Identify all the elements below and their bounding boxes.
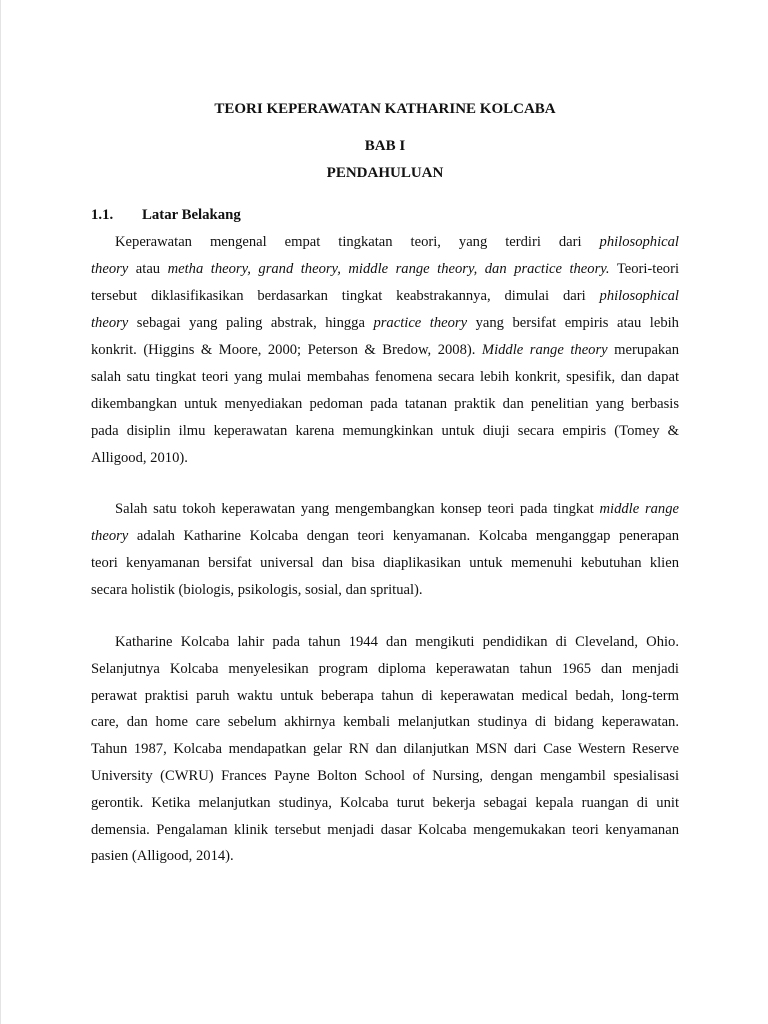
- italic-text: theory: [91, 261, 129, 277]
- text-span: Selanjutnya Kolcaba menyelesikan program diploma keperawatan tahun 1965 dan menjadi: [91, 660, 679, 677]
- text-span: pasien (Alligood, 2014).: [91, 848, 234, 865]
- text-span: secara holistik (biologis, psikologis, sosial, dan spritual).: [91, 582, 423, 598]
- italic-text: practice theory: [373, 315, 468, 331]
- text-line: [91, 582, 679, 599]
- text-line: [91, 555, 679, 572]
- chapter-number: BAB I: [364, 138, 406, 154]
- text-span: gerontik. Ketika melanjutkan studinya, Kolcaba turut bekerja sebagai kepala ruangan di unit: [91, 794, 679, 811]
- italic-text: metha theory, grand theory, middle range theory, dan practice theory.: [167, 261, 610, 277]
- text-line: [91, 661, 679, 678]
- text-line: [91, 261, 679, 278]
- text-span: tersebut diklasifikasikan berdasarkan tingkat keabstrakannya, dimulai dari: [91, 288, 600, 304]
- italic-text: philosophical: [599, 288, 679, 304]
- text-span: adalah Katharine Kolcaba dengan teori kenyamanan. Kolcaba menganggap penerapan: [128, 528, 679, 544]
- chapter-title: PENDAHULUAN: [326, 165, 444, 181]
- text-span: teori kenyamanan bersifat universal dan bisa diaplikasikan untuk memenuhi kebutuhan klien: [91, 555, 679, 571]
- italic-text: theory: [91, 315, 129, 331]
- text-span: Katharine Kolcaba lahir pada tahun 1944 dan mengikuti pendidikan di Cleveland, Ohio.: [115, 634, 679, 650]
- text-span: sebagai yang paling abstrak, hingga: [128, 315, 374, 331]
- text-line: [91, 822, 679, 839]
- text-line: [91, 450, 679, 467]
- text-span: University (CWRU) Frances Payne Bolton School of Nursing, dengan mengambil spesialisasi: [91, 768, 679, 784]
- text-span: atau: [128, 261, 168, 277]
- text-span: perawat praktisi paruh waktu untuk beberapa tahun di keperawatan medical bedah, long-term: [91, 687, 679, 704]
- italic-text: Middle range theory: [481, 342, 608, 358]
- text-line: [91, 768, 679, 785]
- document-title: TEORI KEPERAWATAN KATHARINE KOLCABA: [214, 101, 556, 117]
- text-line: [91, 369, 679, 386]
- text-line: [91, 795, 679, 812]
- text-line: [91, 741, 679, 758]
- text-span: salah satu tingkat teori yang mulai membahas fenomena secara lebih konkrit, spesifik, dan dapat: [91, 369, 679, 385]
- text-line: [91, 423, 679, 440]
- section-heading: [91, 207, 241, 224]
- text-span: dikembangkan untuk menyediakan pedoman pada tatanan praktik dan penelitian yang berbasis: [91, 396, 679, 412]
- text-span: Salah satu tokoh keperawatan yang mengembangkan konsep teori pada tingkat: [115, 501, 600, 517]
- text-span: konkrit. (Higgins & Moore, 2000; Peterson & Bredow, 2008).: [91, 342, 482, 358]
- text-line: [91, 342, 679, 359]
- text-span: Alligood, 2010).: [91, 450, 188, 466]
- text-line: [91, 288, 679, 305]
- text-span: yang bersifat empiris atau lebih: [467, 315, 679, 331]
- section-title: Latar Belakang: [142, 207, 241, 223]
- text-span: Keperawatan mengenal empat tingkatan teori, yang terdiri dari: [115, 234, 600, 250]
- text-span: Teori-teori: [609, 261, 680, 277]
- text-span: Tahun 1987, Kolcaba mendapatkan gelar RN dan dilanjutkan MSN dari Case Western Reserve: [91, 741, 679, 758]
- italic-text: philosophical: [599, 234, 679, 250]
- text-line: [91, 714, 679, 731]
- text-line: [91, 688, 679, 705]
- text-line: [115, 234, 679, 251]
- text-line: [91, 848, 679, 865]
- section-number: 1.1.: [91, 207, 114, 223]
- text-span: care, dan home care sebelum akhirnya kembali melanjutkan studinya di bidang keperawatan.: [91, 714, 679, 731]
- text-line: [91, 315, 679, 332]
- italic-text: middle range: [599, 501, 679, 517]
- text-line: [91, 396, 679, 413]
- text-span: pada disiplin ilmu keperawatan karena memungkinkan untuk diuji secara empiris (Tomey &: [91, 423, 679, 439]
- text-span: merupakan: [607, 342, 679, 358]
- italic-text: theory: [91, 528, 129, 544]
- text-line: [91, 528, 679, 545]
- text-line: [115, 634, 679, 651]
- text-span: demensia. Pengalaman klinik tersebut menjadi dasar Kolcaba mengemukakan teori kenyamanan: [91, 821, 679, 838]
- text-line: [115, 501, 679, 518]
